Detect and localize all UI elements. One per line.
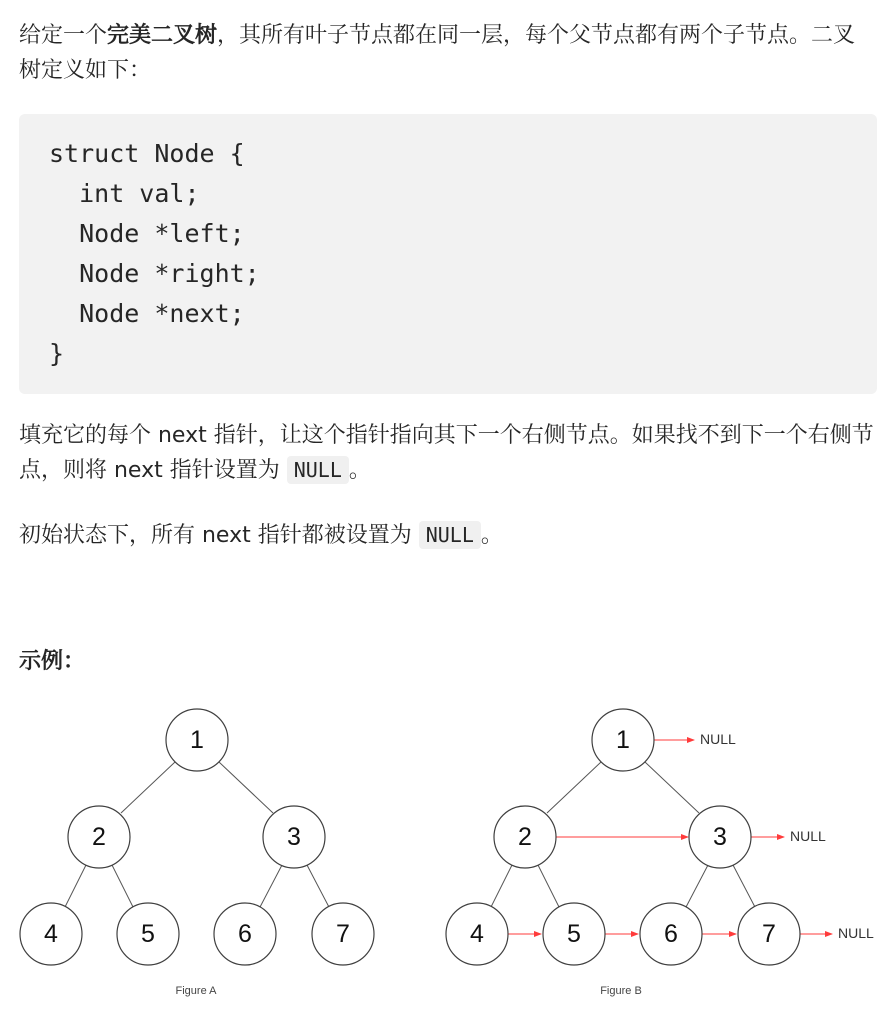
tree-node	[494, 806, 556, 868]
node-label: 2	[518, 823, 532, 851]
node-label: 7	[762, 920, 776, 948]
fill-end: 。	[348, 458, 371, 483]
tree-node	[738, 903, 800, 965]
tree-node	[117, 903, 179, 965]
node-label: 2	[92, 823, 106, 851]
tree-node	[312, 903, 374, 965]
null-label: NULL	[838, 925, 874, 941]
figure-b	[446, 709, 874, 997]
code-line: Node *next;	[49, 299, 245, 328]
null-label: NULL	[700, 731, 736, 747]
tree-edge	[112, 865, 134, 909]
node-label: 3	[287, 823, 301, 851]
tree-edge	[121, 762, 175, 813]
figure-b-caption: Figure B	[600, 985, 642, 997]
tree-edge	[685, 865, 708, 909]
tree-edge	[259, 865, 282, 909]
initial-text: 初始状态下，所有 next 指针都被设置为	[19, 523, 419, 548]
node-label: 5	[141, 920, 155, 948]
tree-node	[214, 903, 276, 965]
figure-a-caption: Figure A	[175, 985, 217, 997]
tree-node	[592, 709, 654, 771]
node-label: 1	[616, 726, 630, 754]
node-label: 4	[470, 920, 484, 948]
tree-edge	[645, 762, 699, 813]
tree-edge	[547, 762, 601, 813]
tree-edge	[64, 865, 86, 909]
tree-edge	[307, 865, 330, 909]
tree-node	[166, 709, 228, 771]
code-block	[19, 114, 877, 394]
code-line: Node *left;	[49, 219, 245, 248]
null-label: NULL	[790, 828, 826, 844]
example-heading: 示例：	[19, 649, 86, 674]
example-figures	[0, 700, 888, 1010]
null-inline-code: NULL	[287, 456, 349, 484]
tree-node	[543, 903, 605, 965]
node-label: 4	[44, 920, 58, 948]
intro-emphasis: 完美二叉树	[107, 23, 218, 48]
intro-text-before: 给定一个	[19, 23, 108, 48]
code-content	[49, 134, 877, 374]
tree-edge	[538, 865, 560, 909]
code-line: Node *right;	[49, 259, 260, 288]
tree-edge	[219, 762, 273, 813]
node-label: 7	[336, 920, 350, 948]
node-label: 1	[190, 726, 204, 754]
tree-node	[20, 903, 82, 965]
node-label: 3	[713, 823, 727, 851]
tree-node	[263, 806, 325, 868]
node-label: 6	[238, 920, 252, 948]
figure-a	[20, 709, 374, 997]
node-label: 6	[664, 920, 678, 948]
code-line: int val;	[49, 179, 200, 208]
tree-edge	[733, 865, 756, 909]
null-inline-code: NULL	[419, 521, 481, 549]
intro-paragraph	[19, 18, 877, 88]
tree-node	[68, 806, 130, 868]
tree-node	[640, 903, 702, 965]
fill-paragraph	[19, 418, 877, 488]
tree-edge	[490, 865, 512, 909]
tree-node	[446, 903, 508, 965]
node-label: 5	[567, 920, 581, 948]
initial-paragraph	[19, 518, 877, 553]
tree-node	[689, 806, 751, 868]
fill-text: 填充它的每个 next 指针，让这个指针指向其下一个右侧节点。如果找不到下一个右侧节点，则将 next 指针设置为	[19, 423, 874, 483]
initial-end: 。	[480, 523, 503, 548]
intro-text-after: ，其所有叶子节点都在同一层，每个父节点都有两个子节点。二叉树定义如下：	[19, 23, 856, 83]
code-line: }	[49, 339, 65, 368]
code-line: struct Node {	[49, 139, 245, 168]
